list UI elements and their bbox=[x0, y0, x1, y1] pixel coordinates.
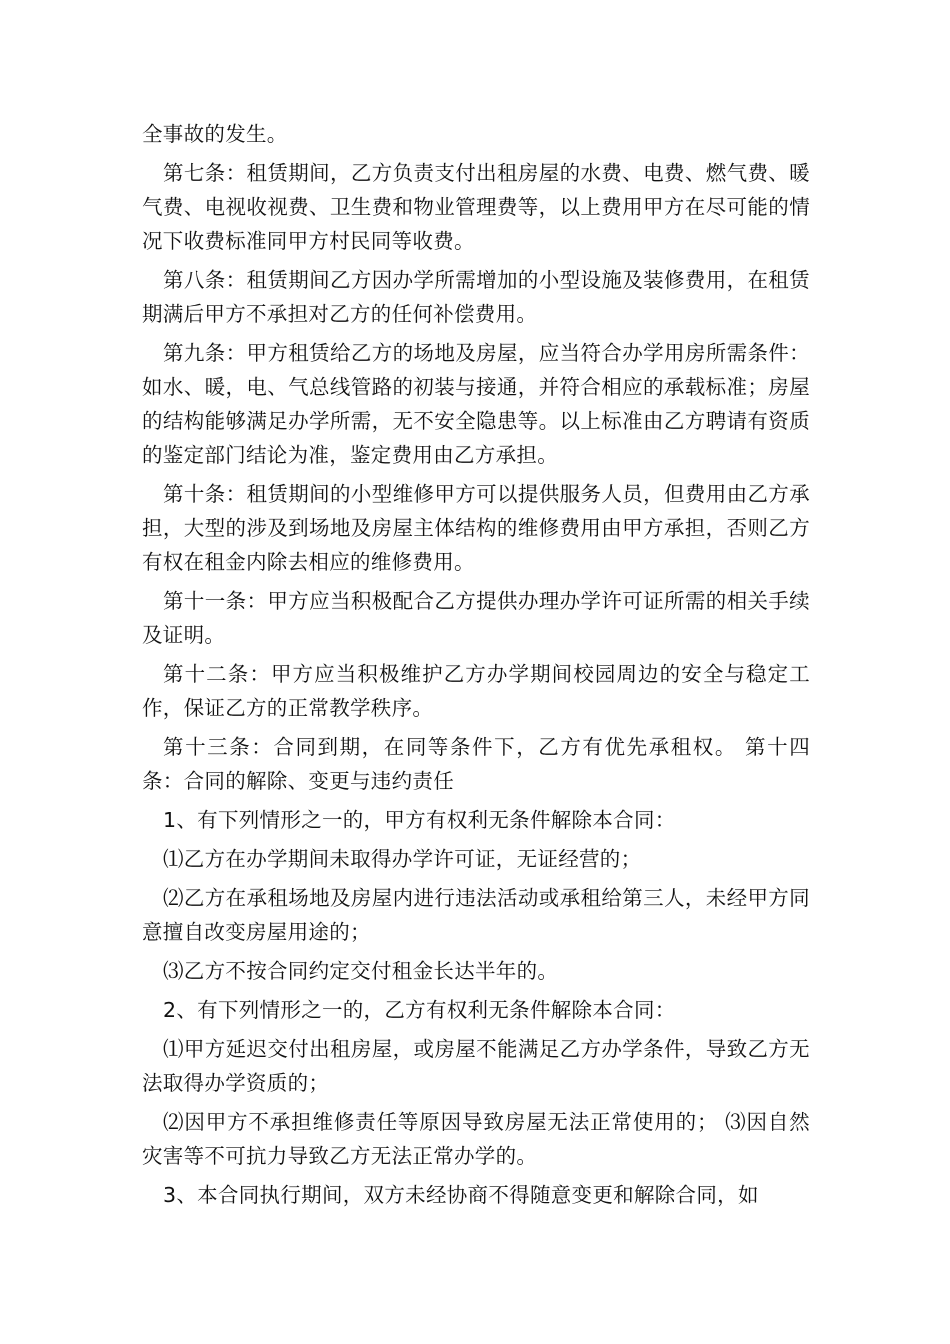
paragraph-clause-2-item-1: ⑴甲方延迟交付出租房屋，或房屋不能满足乙方办学条件，导致乙方无法取得办学资质的； bbox=[142, 1037, 810, 1095]
paragraph-article-7: 第七条：租赁期间，乙方负责支付出租房屋的水费、电费、燃气费、暖气费、电视收视费、卫生费和物业管理费等，以上费用甲方在尽可能的情况下收费标准同甲方村民同等收费。 bbox=[142, 161, 810, 253]
document-body bbox=[142, 117, 810, 1212]
paragraph-clause-2-item-2-3: ⑵因甲方不承担维修责任等原因导致房屋无法正常使用的； ⑶因自然灾害等不可抗力导致乙方无法正常办学的。 bbox=[142, 1110, 810, 1168]
paragraph-clause-1: 1、有下列情形之一的，甲方有权利无条件解除本合同： bbox=[163, 808, 676, 832]
paragraph-clause-1-item-1: ⑴乙方在办学期间未取得办学许可证，无证经营的； bbox=[163, 847, 642, 871]
paragraph-article-8: 第八条：租赁期间乙方因办学所需增加的小型设施及装修费用，在租赁期满后甲方不承担对乙方的任何补偿费用。 bbox=[142, 268, 810, 326]
paragraph-clause-1-item-2: ⑵乙方在承租场地及房屋内进行违法活动或承租给第三人，未经甲方同意擅自改变房屋用途的； bbox=[142, 886, 810, 944]
paragraph-article-13-14: 第十三条：合同到期，在同等条件下，乙方有优先承租权。 第十四条：合同的解除、变更与违约责任 bbox=[142, 735, 810, 793]
paragraph-article-11: 第十一条：甲方应当积极配合乙方提供办理办学许可证所需的相关手续及证明。 bbox=[142, 589, 810, 647]
paragraph-clause-3: 3、本合同执行期间，双方未经协商不得随意变更和解除合同，如 bbox=[163, 1183, 759, 1207]
paragraph-clause-2: 2、有下列情形之一的，乙方有权利无条件解除本合同： bbox=[163, 998, 676, 1022]
paragraph-article-12: 第十二条：甲方应当积极维护乙方办学期间校园周边的安全与稳定工作，保证乙方的正常教学秩序。 bbox=[142, 662, 810, 720]
paragraph-continuation: 全事故的发生。 bbox=[142, 122, 288, 146]
paragraph-clause-1-item-3: ⑶乙方不按合同约定交付租金长达半年的。 bbox=[163, 959, 559, 983]
paragraph-article-9: 第九条：甲方租赁给乙方的场地及房屋，应当符合办学用房所需条件：如水、暖，电、气总线管路的初装与接通，并符合相应的承载标准；房屋的结构能够满足办学所需，无不安全隐患等。以上标准由乙方聘请有资质的鉴定部门结论为准，鉴定费用由乙方承担。 bbox=[142, 341, 810, 467]
paragraph-article-10: 第十条：租赁期间的小型维修甲方可以提供服务人员，但费用由乙方承担，大型的涉及到场地及房屋主体结构的维修费用由甲方承担，否则乙方有权在租金内除去相应的维修费用。 bbox=[142, 482, 810, 574]
